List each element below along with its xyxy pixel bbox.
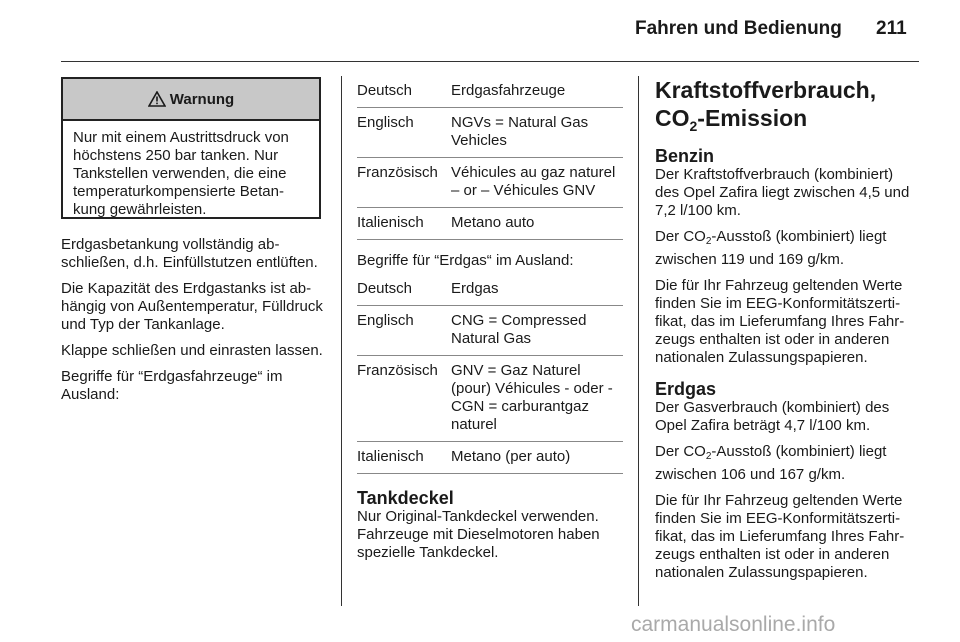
table-cell-language: Deutsch	[357, 76, 451, 108]
text-part: Der CO	[655, 443, 706, 460]
paragraph: Der Gasverbrauch (kombiniert) des Opel Zafira beträgt 4,7 l/100 km.	[655, 399, 890, 434]
table-cell-language: Deutsch	[357, 274, 451, 306]
table-row	[357, 356, 623, 442]
page-number: 211	[876, 18, 907, 39]
table-row	[357, 208, 623, 240]
table-cell-language: Französisch	[357, 356, 451, 442]
heading-subscript: 2	[689, 118, 698, 134]
table-cell-term: Erdgas	[451, 274, 623, 306]
table-row	[357, 442, 623, 474]
table-row	[357, 76, 623, 108]
warning-title: Warnung	[169, 90, 235, 108]
column-divider-2	[638, 76, 639, 606]
heading-benzin: Benzin	[655, 146, 715, 166]
table-cell-term: NGVs = Natural Gas Vehicles	[451, 108, 623, 158]
column-1-text	[61, 236, 326, 412]
warning-header	[63, 79, 319, 121]
table-cell-term: Metano (per auto)	[451, 442, 623, 474]
text-subscript: 2	[705, 451, 712, 462]
warning-icon	[148, 91, 166, 107]
column-3	[655, 76, 920, 590]
term-line: GNV = Gaz Naturel (pour) Véhicules - oder -	[451, 362, 613, 397]
header-divider	[61, 61, 919, 62]
table-cell-language: Englisch	[357, 108, 451, 158]
table-cell-term	[451, 356, 623, 442]
table-cell-language: Französisch	[357, 158, 451, 208]
table-row	[357, 158, 623, 208]
section-title: Fahren und Bedienung	[635, 18, 842, 39]
term-line: CGN = carburantgaz naturel	[451, 398, 589, 433]
table-row	[357, 274, 623, 306]
column-2	[357, 76, 623, 570]
paragraph	[655, 443, 920, 484]
table-cell-term: CNG = Compressed Natural Gas	[451, 306, 623, 356]
text-part: -Ausstoß (kombiniert) liegt zwischen 119 und 169 g/km.	[655, 228, 887, 268]
table-row	[357, 306, 623, 356]
table-cell-language: Italienisch	[357, 208, 451, 240]
paragraph: Die Kapazität des Erdgastanks ist abhängig von Außentemperatur, Fülldruck und Typ der Tankanlage.	[61, 280, 323, 333]
table-cell-term: Erdgasfahrzeuge	[451, 76, 623, 108]
terms-table-gas	[357, 274, 623, 474]
heading-fuel-consumption	[655, 76, 920, 140]
table-cell-language: Englisch	[357, 306, 451, 356]
paragraph: Die für Ihr Fahrzeug geltenden Werte finden Sie im EEG-Konformitätszertifikat, das im Lieferumfang Ihres Fahrzeugs enthalten ist oder in anderen nationalen Zulassungspapieren.	[655, 277, 905, 366]
paragraph: Begriffe für “Erdgasfahrzeuge“ im Ausland:	[61, 368, 283, 403]
watermark: carmanualsonline.info	[631, 613, 836, 636]
paragraph: Erdgasbetankung vollständig abschließen, d.h. Einfüllstutzen entlüften.	[61, 236, 318, 271]
heading-erdgas: Erdgas	[655, 379, 717, 399]
table-cell-term: Metano auto	[451, 208, 623, 240]
heading-tankdeckel: Tankdeckel	[357, 488, 454, 508]
text-subscript: 2	[705, 236, 712, 247]
text-part: Der CO	[655, 228, 706, 245]
column-divider-1	[341, 76, 342, 606]
paragraph: Der Kraftstoffverbrauch (kombiniert) des Opel Zafira liegt zwischen 4,5 und 7,2 l/100 km.	[655, 166, 910, 219]
table-row	[357, 108, 623, 158]
heading-part: -Emission	[697, 105, 808, 131]
warning-text: Nur mit einem Austrittsdruck von höchstens 250 bar tanken. Nur Tankstellen verwenden, die eine temperaturkompensierte Betankung gewährleisten.	[73, 129, 289, 218]
paragraph: Klappe schließen und einrasten lassen.	[61, 342, 323, 359]
table-cell-term: Véhicules au gaz naturel – or – Véhicules GNV	[451, 158, 623, 208]
terms-table-vehicles	[357, 76, 623, 240]
text-part: -Ausstoß (kombiniert) liegt zwischen 106 und 167 g/km.	[655, 443, 887, 483]
paragraph: Begriffe für “Erdgas“ im Ausland:	[357, 252, 574, 269]
warning-box	[61, 77, 321, 219]
paragraph: Die für Ihr Fahrzeug geltenden Werte finden Sie im EEG-Konformitätszertifikat, das im Lieferumfang Ihres Fahrzeugs enthalten ist oder in anderen nationalen Zulassungspapieren.	[655, 492, 905, 581]
heading-part: Kraftstoffverbrauch, CO	[655, 77, 877, 131]
paragraph: Nur Original-Tankdeckel verwenden. Fahrzeuge mit Dieselmotoren haben spezielle Tankdeckel.	[357, 508, 600, 561]
table-cell-language: Italienisch	[357, 442, 451, 474]
paragraph	[655, 228, 920, 269]
